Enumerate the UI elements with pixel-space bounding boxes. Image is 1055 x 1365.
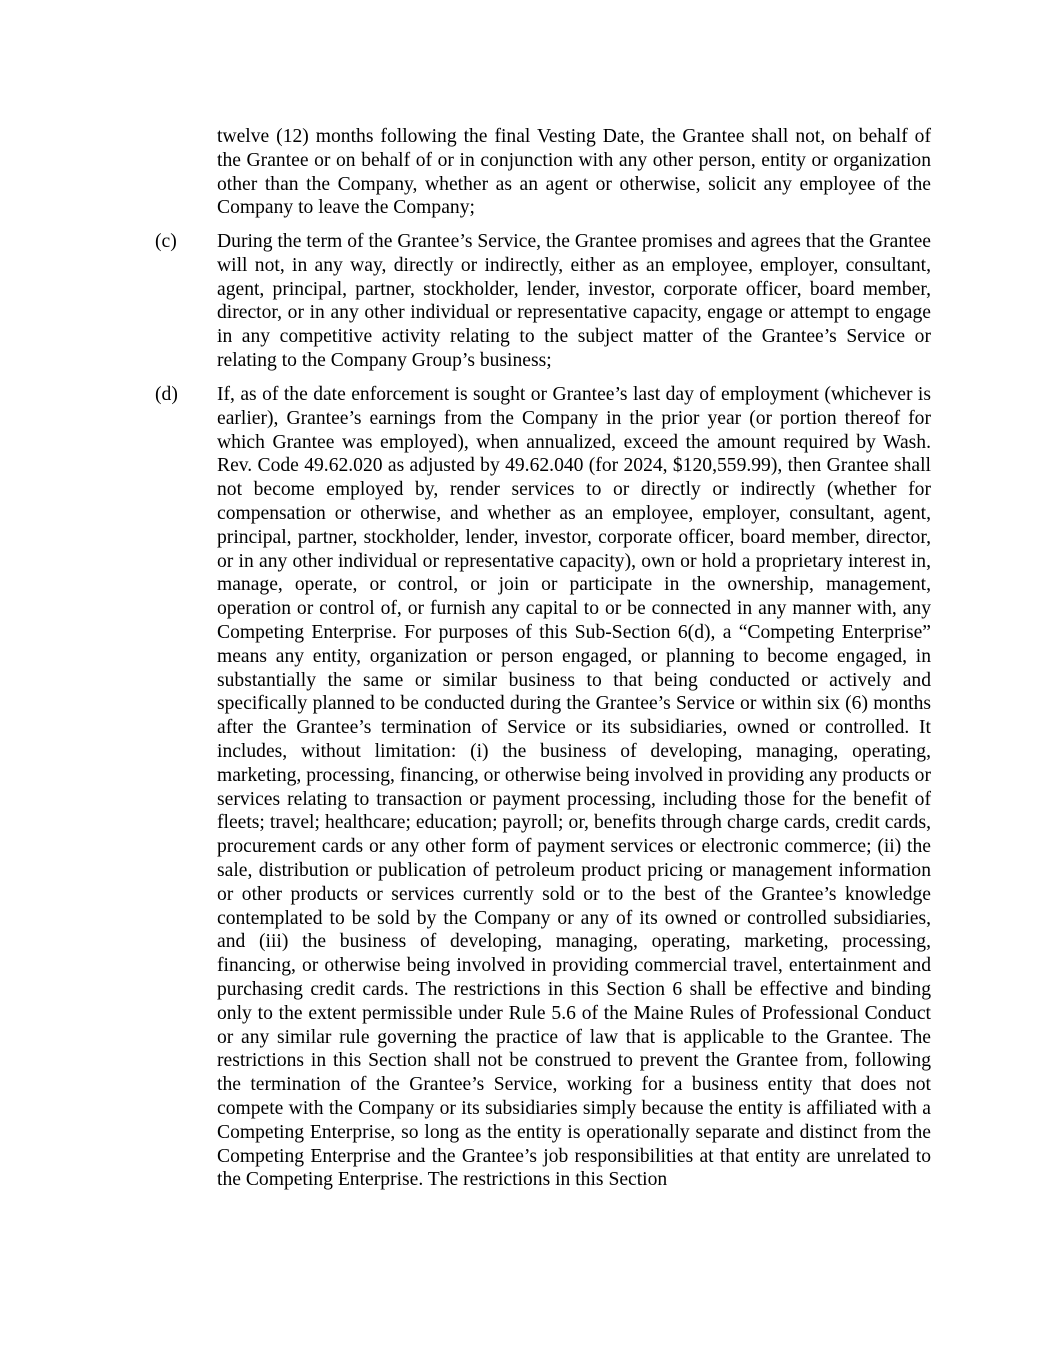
item-c-paragraph: During the term of the Grantee’s Service, the Grantee promises and agrees that the Grantee will not, in any way, directly or indirectly, either as an employee, employer, consultant, agent, principal, partner, stockholder, lender, investor, corporate officer, board member, director, or in any other individual or representative capacity, engage or attempt to engage in any competitive activity relating to the subject matter of the Grantee’s Service or relating to the Company Group’s business; — [217, 231, 931, 371]
continued-paragraph: twelve (12) months following the final Vesting Date, the Grantee shall not, on behalf of the Grantee or on behalf of or in conjunction with any other person, entity or organization other than the Company, whether as an agent or otherwise, solicit any employee of the Company to leave the Company; — [217, 126, 931, 219]
item-c-label: (c) — [155, 231, 177, 252]
item-d-paragraph: If, as of the date enforcement is sought or Grantee’s last day of employment (whichever is earlier), Grantee’s earnings from the Company in the prior year (or portion thereof for which Grantee was employed), when annualized, exceed the amount required by Wash. Rev. Code 49.62.020 as adjusted by 49.62.040 (for 2024, $120,559.99), then Grantee shall not become employed by, render services to or directly or indirectly (whether for compensation or otherwise, and whether as an employee, employer, consultant, agent, principal, partner, stockholder, lender, investor, corporate officer, board member, director, or in any other individual or representative capacity), own or hold a proprietary interest in, manage, operate, or control, or join or participate in the ownership, management, operation or control of, or furnish any capital to or be connected in any manner with, any Competing Enterprise. For purposes of this Sub-Section 6(d), a “Competing Enterprise” means any entity, organization or person engaged, or planning to become engaged, in substantially the same or similar business to that being conducted or actively and specifically planned to be conducted during the Grantee’s Service or within six (6) months after the Grantee’s termination of Service or its subsidiaries, owned or controlled. It includes, without limitation: (i) the business of developing, managing, operating, marketing, processing, financing, or otherwise being involved in providing any products or services relating to transaction or payment processing, including those for the benefit of fleets; travel; healthcare; education; payroll; or, benefits through charge cards, credit cards, procurement cards or any other form of payment services or electronic commerce; (ii) the sale, distribution or publication of petroleum product pricing or management information or other products or services currently sold or to the best of the Grantee’s knowledge contemplated to be sold by the Company or any of its owned or controlled subsidiaries, and (iii) the business of developing, managing, operating, marketing, processing, financing, or otherwise being involved in providing commercial travel, entertainment and purchasing credit cards. The restrictions in this Section 6 shall be effective and binding only to the extent permissible under Rule 5.6 of the Maine Rules of Professional Conduct or any similar rule governing the practice of law that is applicable to the Grantee. The restrictions in this Section shall not be construed to prevent the Grantee from, following the termination of the Grantee’s Service, working for a business entity that does not compete with the Company or its subsidiaries simply because the entity is affiliated with a Competing Enterprise, so long as the entity is operationally separate and distinct from the Competing Enterprise and the Grantee’s job responsibilities at that entity are unrelated to the Competing Enterprise. The restrictions in this Section — [217, 384, 931, 1191]
item-d-label: (d) — [155, 384, 178, 405]
